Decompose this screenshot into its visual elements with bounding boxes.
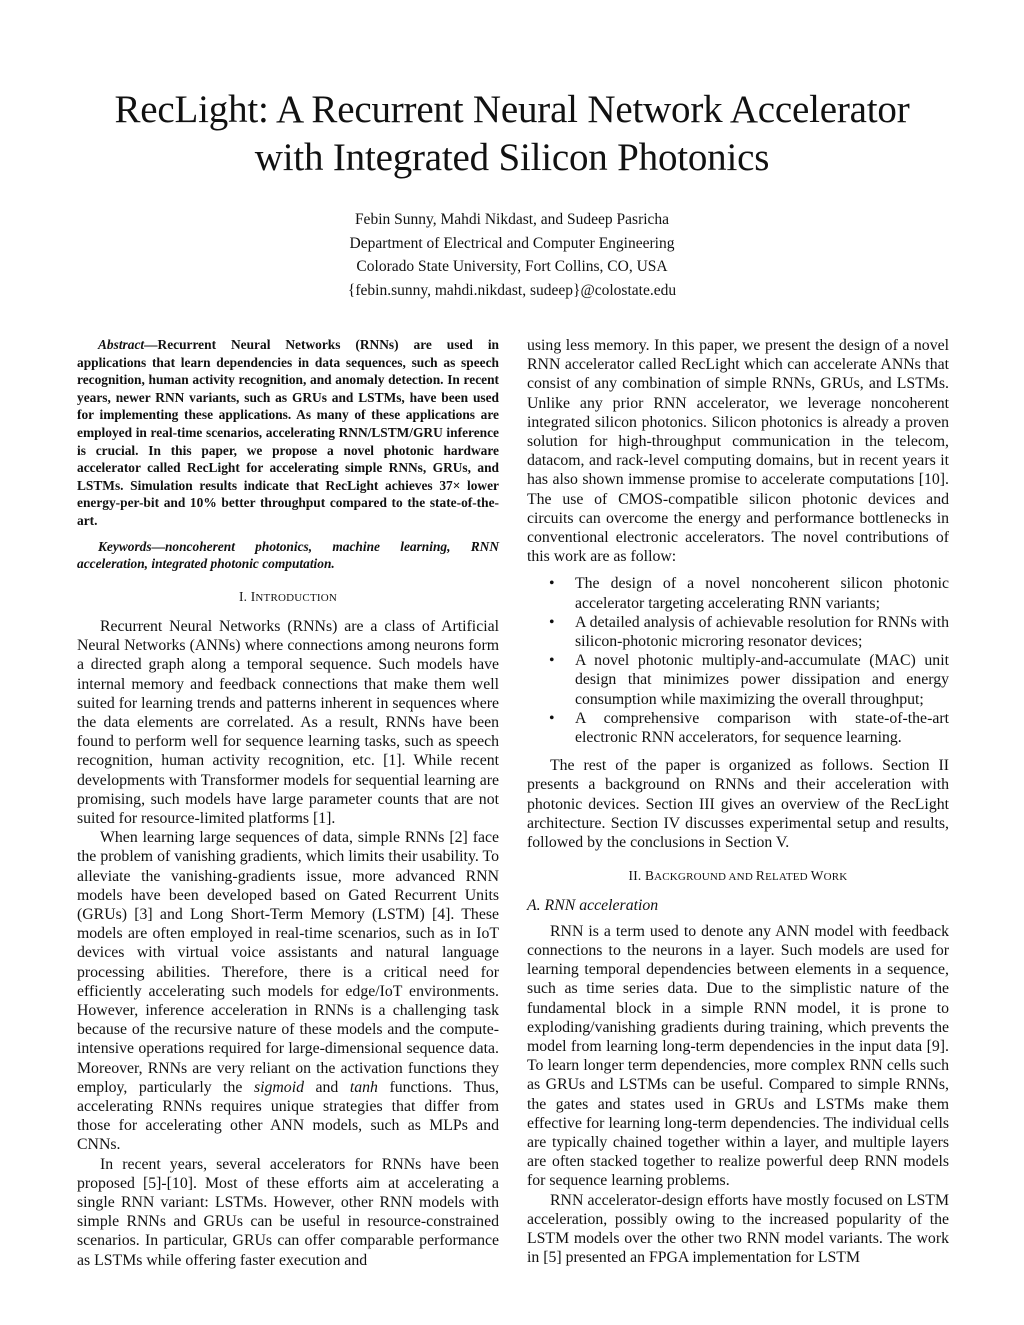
abstract-label: Abstract bbox=[98, 337, 145, 352]
list-item: • A detailed analysis of achievable resolution for RNNs with silicon-photonic microring resonator devices; bbox=[575, 613, 949, 651]
paper-title bbox=[40, 86, 984, 182]
author-names: Febin Sunny, Mahdi Nikdast, and Sudeep Pasricha bbox=[354, 211, 670, 228]
title-line-1: RecLight: A Recurrent Neural Network Accelerator bbox=[114, 88, 910, 131]
abstract-text: —Recurrent Neural Networks (RNNs) are used in applications that learn dependencies in data sequences, such as speech recognition, human activity recognition, and anomaly detection. In recent years, newer RNN variants, such as GRUs and LSTMs, have been used for implementing these applications. As many of these applications are employed in real-time scenarios, accelerating RNN/LSTM/GRU inference is crucial. In this paper, we propose a novel photonic hardware accelerator called RecLight for accelerating simple RNNs, GRUs, and LSTMs. Simulation results indicate that RecLight achieves 37× lower energy-per-bit and 10% better throughput compared to the state-of-the-art. bbox=[77, 337, 499, 528]
list-item: • The design of a novel noncoherent silicon photonic accelerator targeting accelerating RNN variants; bbox=[575, 574, 949, 612]
sigmoid-term: sigmoid bbox=[253, 1078, 304, 1096]
organization-paragraph: The rest of the paper is organized as follows. Section II presents a background on RNNs and their acceleration with photonic devices. Section III gives an overview of the RecLight architecture. Section IV discusses experimental setup and results, followed by the conclusions in Section V. bbox=[527, 757, 949, 852]
list-item: • A comprehensive comparison with state-of-the-art electronic RNN accelerators, for sequence learning. bbox=[575, 709, 949, 747]
keywords-label: Keywords bbox=[98, 538, 152, 554]
contributions-list bbox=[527, 574, 949, 747]
keywords bbox=[77, 538, 499, 573]
intro-paragraph-1: Recurrent Neural Networks (RNNs) are a class of Artificial Neural Networks (ANNs) where connections among neurons form a directed graph along a temporal sequence. Such models have internal memory and feedback connections that make them well suited for learning trends and patterns inherent in sequences where the data elements are correlated. As a result, RNNs have been found to perform well for sequence learning tasks, such as speech recognition, human activity recognition, etc. [1]. While recent developments with Transformer models for sequential learning are promising, such models have large parameter counts that are not suited for resource-limited platforms [1]. bbox=[77, 617, 499, 827]
author-emails: {febin.sunny, mahdi.nikdast, sudeep}@colostate.edu bbox=[347, 281, 677, 299]
subsection-heading-rnn-acceleration: A. RNN acceleration bbox=[527, 897, 659, 915]
section-heading-introduction: I. INTRODUCTION bbox=[238, 588, 338, 604]
author-university: Colorado State University, Fort Collins, CO, USA bbox=[356, 258, 668, 275]
intro-paragraph-2: When learning large sequences of data, simple RNNs [2] face the problem of vanishing gradients, which limits their usability. To alleviate the vanishing-gradients issue, more advanced RNN models have been developed based on Gated Recurrent Units (GRUs) [3] and Long Short-Term Memory (LSTM) [4]. These models are often employed in real-time scenarios, such as in IoT devices with virtual voice assistants and natural language processing abilities. Therefore, there is a critical need for efficiently accelerating such models for edge/IoT environments. However, inference acceleration in RNNs is a challenging task because of the recursive nature of these models and the compute-intensive operations required for large-dimensional sequence data. Moreover, RNNs are very reliant on the activation functions they employ, particularly the sigmoid and tanh functions. Thus, accelerating RNNs requires unique strategies that differ from those for accelerating other ANN models, such as MLPs and CNNs. bbox=[77, 829, 499, 1154]
background-paragraph-1: RNN is a term used to denote any ANN model with feedback connections to the neurons in a layer. Such models are used for learning temporal dependencies between elements in a sequence, such as time series data. Due to the simplistic nature of the fundamental block in a simple RNN model, it is prone to exploding/vanishing gradients during training, which prevents the model from learning long-term dependencies in the input data [9]. To learn longer term dependencies, more complex RNN cells such as GRUs and LSTMs can be useful. Compared to simple RNNs, the gates and states used in GRUs and LSTMs make them effective for learning long-term dependencies. The individual cells are typically chained together within a layer, and multiple layers are often stacked together to realize powerful deep RNN models for sequence learning problems. bbox=[527, 922, 949, 1190]
list-item: • A novel photonic multiply-and-accumulate (MAC) unit design that minimizes power dissipation and energy consumption while maximizing the overall throughput; bbox=[575, 651, 949, 709]
intro-paragraph-3: In recent years, several accelerators for RNNs have been proposed [5]-[10]. Most of these efforts aim at accelerating a single RNN variant: LSTMs. However, other RNN models with simple RNNs and GRUs can be useful in resource-constrained scenarios. In particular, GRUs can offer comparable performance as LSTMs while offering faster execution and bbox=[77, 1155, 499, 1269]
tanh-term: tanh bbox=[349, 1078, 378, 1096]
author-department: Department of Electrical and Computer Engineering bbox=[349, 234, 675, 252]
abstract bbox=[77, 336, 499, 530]
section-heading-background: II. BACKGROUND AND RELATED WORK bbox=[628, 868, 848, 884]
intro-paragraph-4: using less memory. In this paper, we present the design of a novel RNN accelerator called RecLight which can accelerate ANNs that consist of any combination of simple RNNs, GRUs, and LSTMs. Unlike any prior RNN accelerator, we leverage noncoherent integrated silicon photonics. Silicon photonics is already a proven solution for high-throughput communication in the telecom, datacom, and rack-level computing domains, but in recent years it has also shown immense promise to accelerate computations [10]. The use of CMOS-compatible silicon photonic devices and circuits can overcome the energy and performance bottlenecks in conventional electronic accelerators. The novel contributions of this work are as follow: bbox=[527, 337, 949, 566]
title-line-2: with Integrated Silicon Photonics bbox=[254, 136, 770, 179]
author-block bbox=[0, 208, 1024, 302]
right-column bbox=[527, 336, 949, 1267]
keywords-text: —noncoherent photonics, machine learning, RNN acceleration, integrated photonic computation. bbox=[77, 538, 499, 572]
left-column bbox=[77, 336, 499, 1270]
background-paragraph-2: RNN accelerator-design efforts have mostly focused on LSTM acceleration, possibly owing to the increased popularity of the LSTM models over the other two RNN model variants. The work in [5] presented an FPGA implementation for LSTM bbox=[527, 1191, 949, 1267]
